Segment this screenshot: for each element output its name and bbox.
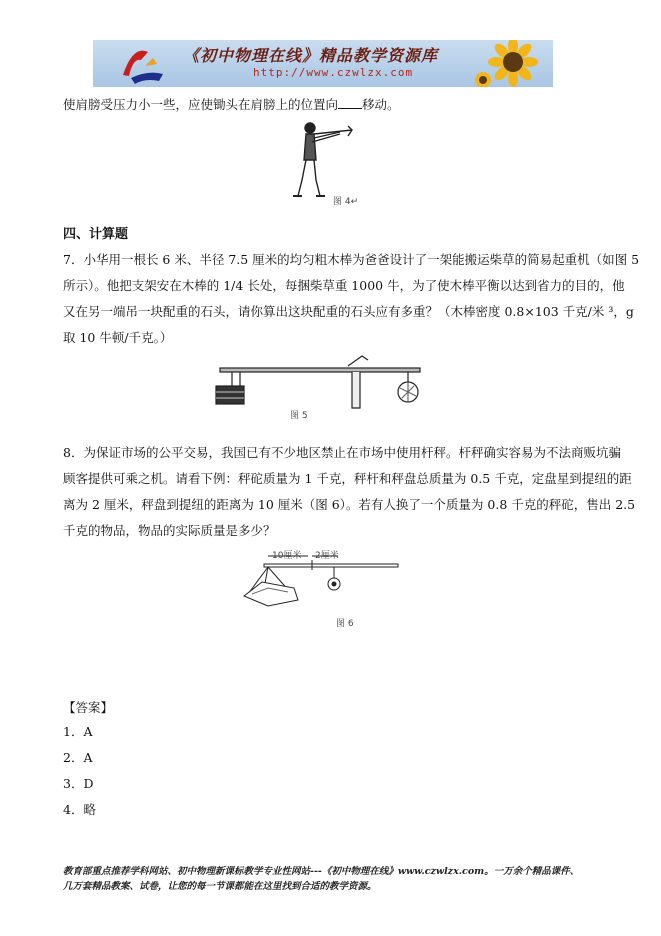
answer-item: 4．略 — [63, 802, 96, 817]
banner-url[interactable]: http://www.czwlzx.com — [253, 66, 414, 79]
header-banner — [93, 40, 553, 87]
figure-4-caption: 图 4↵ — [333, 197, 359, 207]
sunflower-icon — [473, 40, 553, 87]
q8-line-3: 离为 2 厘米，秤盘到提纽的距离为 10 厘米（图 6）。若有人换了一个质量为 0.8 千克的秤砣，售出 2.5 — [63, 497, 636, 512]
figure-6-caption: 图 6 — [336, 619, 354, 629]
figure-4-person-hoe — [290, 118, 370, 204]
q8-line-4: 千克的物品，物品的实际质量是多少？ — [63, 523, 276, 538]
intro-text: 使肩膀受压力小一些，应使锄头在肩膀上的位置向 — [63, 97, 339, 112]
answer-item: 1．A — [63, 724, 93, 739]
fig6-label-2cm: 2厘米 — [315, 551, 339, 561]
q8-line-2: 顾客提供可乘之机。请看下例：秤砣质量为 1 千克，秤杆和秤盘总质量为 0.5 千克，定盘星到提纽的距 — [63, 471, 632, 486]
answers-title: 【答案】 — [63, 700, 114, 715]
q7-line-2: 所示）。他把支架安在木棒的 1/4 长处，每捆柴草重 1000 牛，为了使木棒平衡以达到省力的目的，他 — [63, 278, 625, 293]
section-title: 四、计算题 — [63, 227, 129, 242]
figure-5-crane — [212, 352, 432, 412]
q7-line-3: 又在另一端吊一块配重的石头，请你算出这块配重的石头应有多重？（木棒密度 0.8×103 千克/米 ³，g — [63, 304, 634, 319]
fig6-label-10cm: 10厘米 — [272, 551, 302, 561]
intro-text-end: 移动。 — [362, 97, 400, 112]
intro-line — [63, 95, 400, 113]
q7-line-1: 7．小华用一根长 6 米、半径 7.5 厘米的均匀粗木棒为爸爸设计了一架能搬运柴草的简易起重机（如图 5 — [63, 252, 640, 267]
answer-item: 3．D — [63, 776, 94, 791]
figure-5-caption: 图 5 — [290, 411, 308, 421]
q8-line-1: 8．为保证市场的公平交易，我国已有不少地区禁止在市场中使用杆秤。杆秤确实容易为不法商贩坑骗 — [63, 445, 621, 460]
fill-blank — [338, 96, 362, 109]
banner-title: 《初中物理在线》精品教学资源库 — [183, 46, 439, 65]
footer-line-1: 教育部重点推荐学科网站、初中物理新课标教学专业性网站---《初中物理在线》www.czwlzx.com。一万余个精品课件、 — [63, 866, 580, 877]
answer-item: 2．A — [63, 750, 93, 765]
q7-line-4: 取 10 牛顿/千克。） — [63, 330, 173, 345]
footer-line-2: 几万套精品教案、试卷，让您的每一节课都能在这里找到合适的教学资源。 — [63, 881, 377, 892]
